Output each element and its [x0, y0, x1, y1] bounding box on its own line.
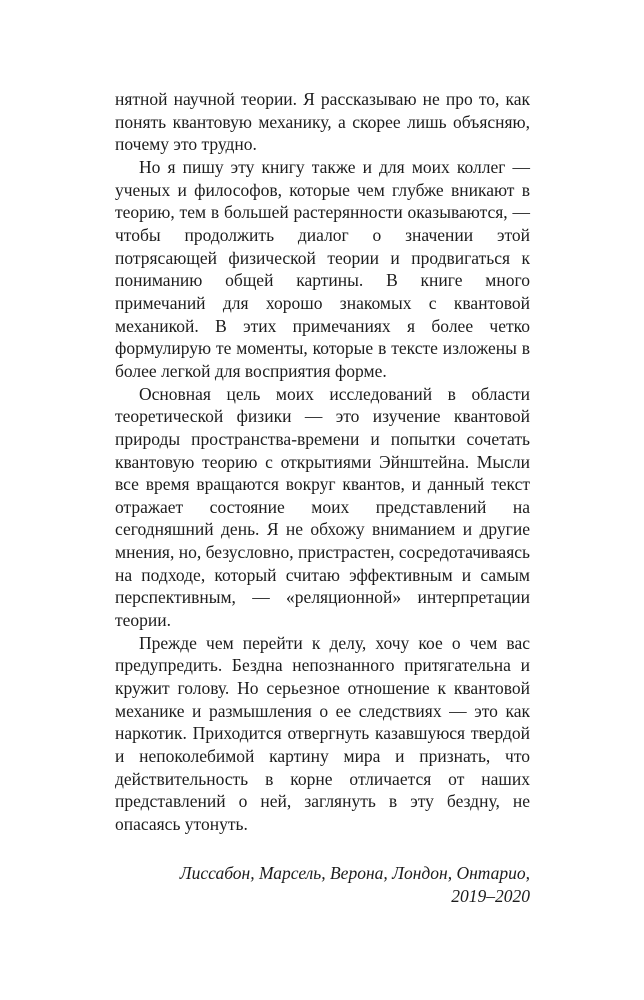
signature-years: 2019–2020	[451, 886, 530, 907]
paragraph: Но я пишу эту книгу также и для моих коллег — ученых и философов, которые чем глубже вникают в теорию, тем в большей растерянности оказываются, — чтобы продолжить диалог о значении этой потрясающей физической теории и продвигаться к пониманию общей картины. В книге много примечаний для хорошо знакомых с квантовой механикой. В этих примечаниях я более четко формулирую те моменты, которые в тексте изложены в более легкой для восприятия форме.	[115, 156, 530, 381]
page-text	[115, 88, 530, 909]
paragraph: нятной научной теории. Я рассказываю не про то, как понять квантовую механику, а скорее лишь объясняю, почему это трудно.	[115, 89, 530, 155]
paragraph: Основная цель моих исследований в области теоретической физики — это изучение квантовой природы пространства-времени и попытки сочетать квантовую теорию с открытиями Эйнштейна. Мысли все время вращаются вокруг квантов, и данный текст отражает состояние моих представлений на сегодняшний день. Я не обхожу вниманием и другие мнения, но, безусловно, пристрастен, сосредотачиваясь на подходе, который считаю эффективным и самым перспективным, — «реляционной» интерпретации теории.	[115, 383, 530, 631]
signature-places: Лиссабон, Марсель, Верона, Лондон, Онтарио,	[179, 862, 530, 883]
signature	[115, 862, 530, 909]
paragraph: Прежде чем перейти к делу, хочу кое о чем вас предупредить. Бездна непознанного притягательна и кружит голову. Но серьезное отношение к квантовой механике и размышления о ее следствиях — это как наркотик. Приходится отвергнуть казавшуюся твердой и непоколебимой картину мира и признать, что действительность в корне отличается от наших представлений о ней, заглянуть в эту бездну, не опасаясь утонуть.	[115, 632, 530, 834]
